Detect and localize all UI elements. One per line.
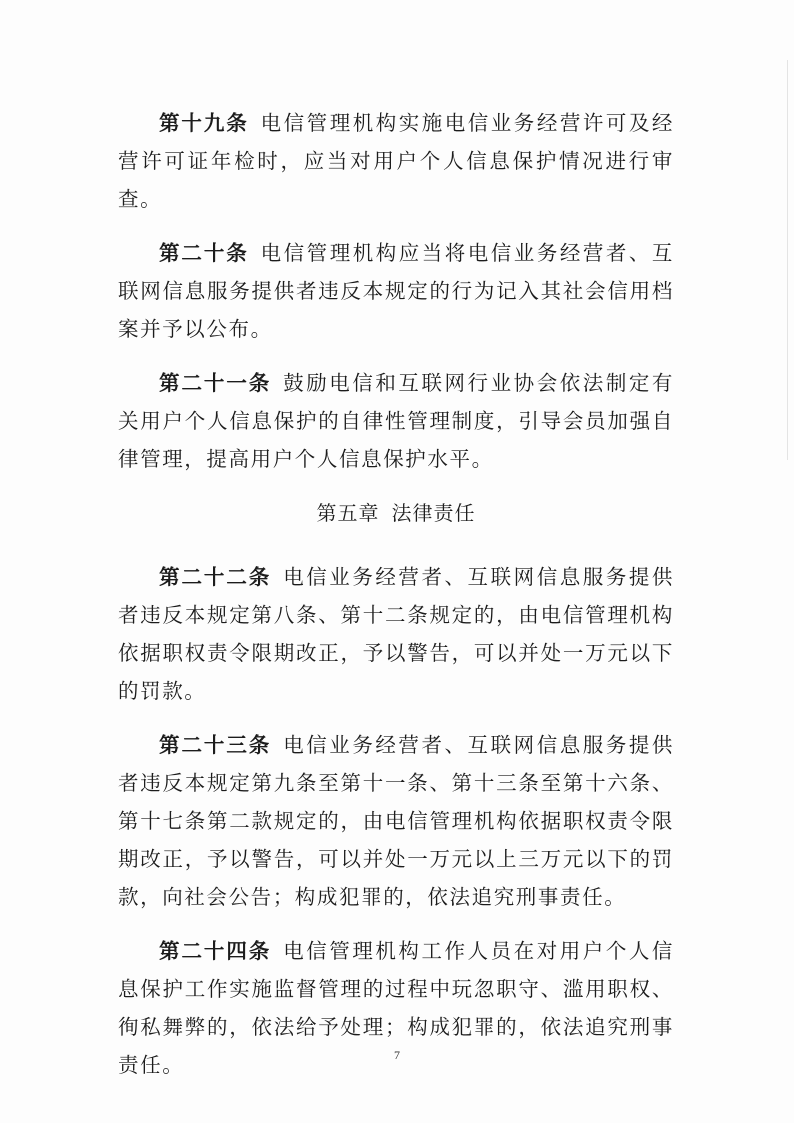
article-20 xyxy=(118,234,674,348)
page-number: 7 xyxy=(394,1048,400,1062)
article-text: 电信业务经营者、互联网信息服务提供者违反本规定第九条至第十一条、第十三条至第十六条、第十七条第二款规定的，由电信管理机构依据职权责令限期改正，予以警告，可以并处一万元以上三万元以下的罚款，向社会公告；构成犯罪的，依法追究刑事责任。 xyxy=(118,733,675,909)
article-number: 第十九条 xyxy=(159,111,249,135)
chapter-title: 法律责任 xyxy=(391,501,476,525)
article-number: 第二十二条 xyxy=(159,565,272,589)
article-22 xyxy=(118,558,674,710)
article-number: 第二十一条 xyxy=(159,371,272,395)
article-text: 电信业务经营者、互联网信息服务提供者违反本规定第八条、第十二条规定的，由电信管理机构依据职权责令限期改正，予以警告，可以并处一万元以下的罚款。 xyxy=(118,565,675,703)
article-text: 电信管理机构实施电信业务经营许可及经营许可证年检时，应当对用户个人信息保护情况进行审查。 xyxy=(118,111,674,211)
document-body xyxy=(118,104,674,1100)
article-number: 第二十四条 xyxy=(159,939,272,963)
article-19 xyxy=(118,104,674,218)
chapter-number: 第五章 xyxy=(316,501,380,525)
scan-edge-line xyxy=(787,60,788,460)
article-23 xyxy=(118,726,674,916)
article-21 xyxy=(118,364,674,478)
article-number: 第二十三条 xyxy=(159,733,272,757)
article-text: 电信管理机构工作人员在对用户个人信息保护工作实施监督管理的过程中玩忽职守、滥用职权、徇私舞弊的，依法给予处理；构成犯罪的，依法追究刑事责任。 xyxy=(118,939,675,1077)
article-text: 鼓励电信和互联网行业协会依法制定有关用户个人信息保护的自律性管理制度，引导会员加强自律管理，提高用户个人信息保护水平。 xyxy=(118,371,675,471)
chapter-heading xyxy=(118,496,674,530)
article-number: 第二十条 xyxy=(159,241,249,265)
article-text: 电信管理机构应当将电信业务经营者、互联网信息服务提供者违反本规定的行为记入其社会信用档案并予以公布。 xyxy=(118,241,674,341)
